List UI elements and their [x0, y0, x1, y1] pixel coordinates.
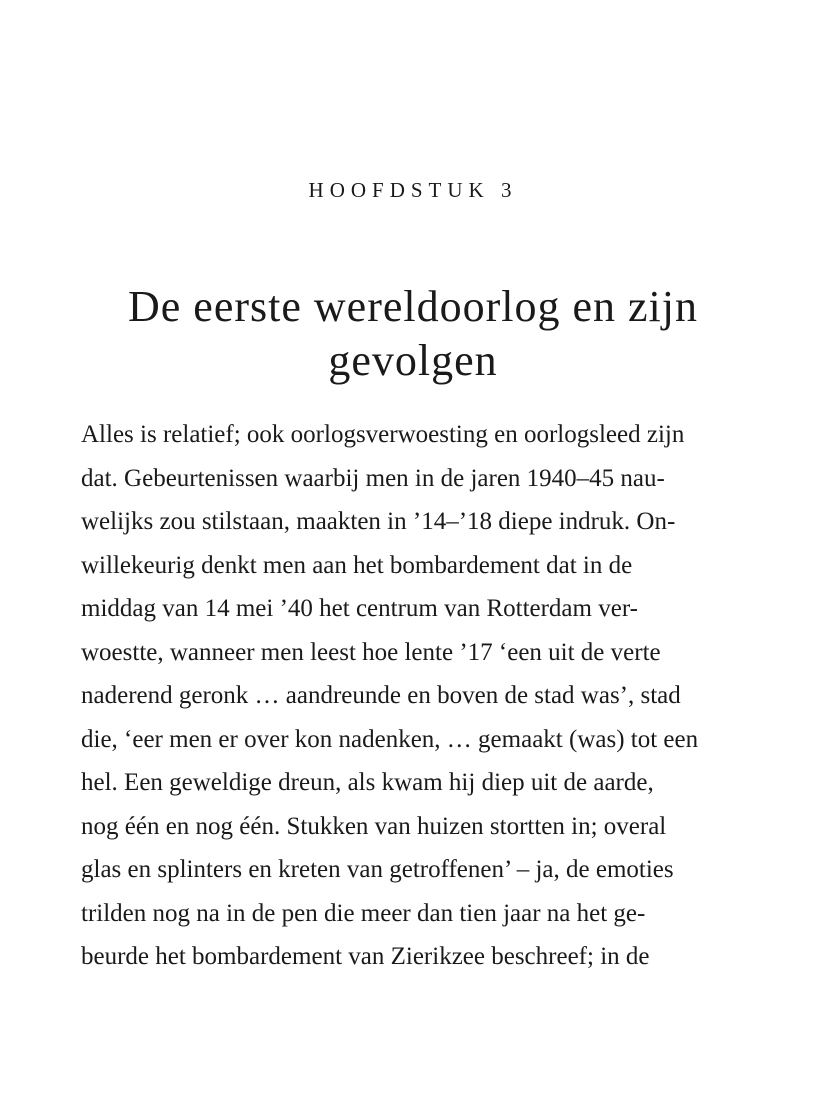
body-line: hel. Een geweldige dreun, als kwam hij diep uit de aarde, [81, 769, 654, 796]
body-line: willekeurig denkt men aan het bombardement dat in de [81, 551, 633, 579]
chapter-title-line: gevolgen [328, 336, 498, 385]
body-paragraph [81, 413, 761, 979]
chapter-label: HOOFDSTUK 3 [308, 178, 518, 202]
body-line: die, ‘eer men er over kon nadenken, … gemaakt (was) tot een [81, 725, 699, 753]
body-line: Alles is relatief; ook oorlogsverwoesting en oorlogsleed zijn [81, 421, 685, 448]
body-line: welijks zou stilstaan, maakten in ’14–’18 diepe indruk. On- [81, 508, 676, 535]
chapter-title-line: De eerste wereldoorlog en zijn [128, 282, 698, 331]
body-line: glas en splinters en kreten van getroffenen’ – ja, de emoties [81, 856, 674, 883]
body-line: trilden nog na in de pen die meer dan tien jaar na het ge- [81, 899, 646, 927]
body-line: dat. Gebeurtenissen waarbij men in de jaren 1940–45 nau- [81, 464, 665, 492]
chapter-title [60, 280, 766, 388]
body-line: beurde het bombardement van Zierikzee beschreef; in de [81, 943, 650, 970]
body-line: nog één en nog één. Stukken van huizen stortten in; overal [81, 812, 667, 840]
body-line: woestte, wanneer men leest hoe lente ’17 ‘een uit de verte [81, 638, 661, 666]
body-line: naderend geronk … aandreunde en boven de stad was’, stad [81, 682, 681, 709]
body-line: middag van 14 mei ’40 het centrum van Rotterdam ver- [81, 595, 638, 622]
